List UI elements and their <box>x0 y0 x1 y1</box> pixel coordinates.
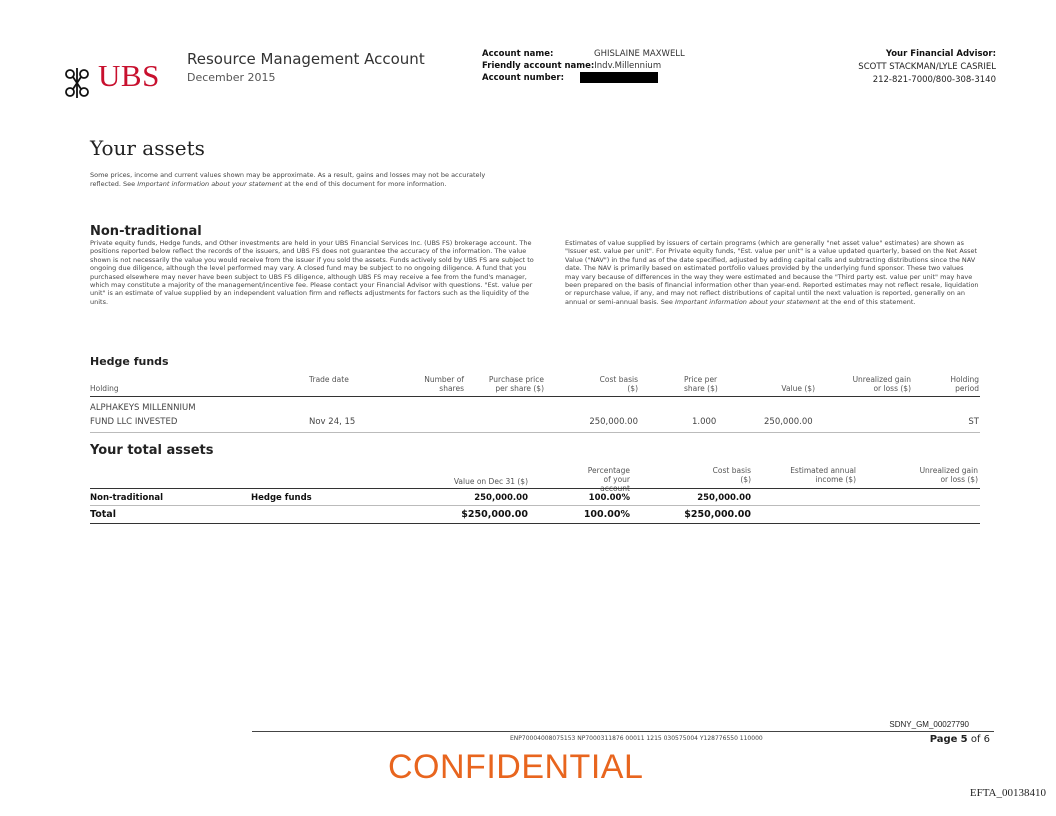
hedge-table-header-rule <box>90 396 980 397</box>
account-name-value: GHISLAINE MAXWELL <box>594 49 685 59</box>
advisor-title: Your Financial Advisor: <box>885 49 996 59</box>
right-paragraph-link: Important information about your statement <box>675 297 820 306</box>
ubs-keys-logo-icon <box>60 66 94 100</box>
holding-value: 250,000.00 <box>764 417 813 427</box>
assets-note-text-end: at the end of this document for more information. <box>282 179 447 188</box>
col-holding-period: Holding period <box>950 375 979 393</box>
col-price-per-share: Price per share ($) <box>684 375 718 393</box>
account-name-label: Account name: <box>482 49 554 59</box>
page-number <box>930 734 990 745</box>
col-purchase-price: Purchase price per share ($) <box>488 375 544 393</box>
advisor-phones: 212-821-7000/800-308-3140 <box>872 75 996 85</box>
right-paragraph-text: Estimates of value supplied by issuers of certain programs (which are generally "net asset value" estimates) are shown as "Issuer est. value per unit". For Private equity funds, "Est. value per unit" is a value updated quarterly, based on the Net Asset Value ("NAV") in the fund as of the date specified, adjusted by adding capital calls and subtracting distributions since the NAV date. The NAV is primarily based on estimated portfolio values provided by the underlying fund sponsor. These two values may vary because of differences in the way they were estimated and because the "Third party est. value per unit" may have been prepared on the basis of financial information other than year-end. Reported estimates may not reflect resale, liquidation or repurchase value, if any, and may not reflect distributions of capital until the next valuation is reported, generally on an annual or semi-annual basis. See <box>565 239 979 306</box>
holding-period: ST <box>968 417 979 427</box>
page-current: 5 <box>960 734 968 745</box>
col-total-value: Value on Dec 31 ($) <box>453 477 528 486</box>
col-total-income: Estimated annual income ($) <box>790 466 856 484</box>
col-unrealized: Unrealized gain or loss ($) <box>852 375 911 393</box>
total-row-category: Non-traditional <box>90 493 164 503</box>
col-number-of-shares: Number of shares <box>424 375 464 393</box>
page-total: of 6 <box>970 734 990 745</box>
account-number-label: Account number: <box>482 73 565 83</box>
friendly-name-label: Friendly account name: <box>482 61 595 71</box>
hedge-table-bottom-rule <box>90 432 980 433</box>
col-total-cost-basis: Cost basis ($) <box>712 466 751 484</box>
total-label: Total <box>90 509 116 520</box>
statement-title: Resource Management Account <box>187 50 425 68</box>
efta-number: EFTA_00138410 <box>969 787 1046 799</box>
total-row-cost: 250,000.00 <box>697 493 751 503</box>
total-value: $250,000.00 <box>461 509 528 520</box>
total-row-percent: 100.00% <box>588 493 630 503</box>
col-trade-date: Trade date <box>309 375 349 384</box>
non-traditional-left-paragraph: Private equity funds, Hedge funds, and Other investments are held in your UBS Financial Services Inc. (UBS FS) brokerage account. The positions reported below reflect the records of the issuers, and UBS FS does not guarantee the accuracy of the information. The value shown is not necessarily the value you would receive from the issuer if you sold the assets. Funds actively sold by UBS FS are subject to ongoing due diligence, although the level performed may vary. A closed fund may be subject to no ongoing diligence. A fund that you purchased elsewhere may never have been subject to UBS FS diligence, although UBS FS may receive a fee from the fund's manager, which may constitute a majority of the management/incentive fee. Please contact your Financial Advisor with questions. "Est. value per unit" is an estimate of value supplied by an independent valuation firm and reflects adjustments for factors such as the liquidity of the units. <box>90 239 534 306</box>
total-cost: $250,000.00 <box>684 509 751 520</box>
total-row-rule <box>90 505 980 506</box>
holding-trade-date: Nov 24, 15 <box>309 417 356 427</box>
hedge-funds-heading: Hedge funds <box>90 355 169 368</box>
financial-advisor-block <box>858 48 996 87</box>
assets-note <box>90 171 505 188</box>
right-paragraph-end: at the end of this statement. <box>819 297 916 306</box>
holding-name-line1: ALPHAKEYS MILLENNIUM <box>90 403 196 413</box>
total-row-subcategory: Hedge funds <box>251 493 312 503</box>
ubs-logo-text: UBS <box>98 58 160 93</box>
col-total-percentage: Percentage of your <box>587 466 630 484</box>
total-bottom-rule <box>90 523 980 524</box>
footer-rule <box>252 731 994 732</box>
your-assets-heading: Your assets <box>90 136 205 160</box>
assets-note-link: Important information about your statement <box>137 179 283 188</box>
account-number-redaction <box>580 72 658 83</box>
statement-period: December 2015 <box>187 71 276 84</box>
col-holding: Holding <box>90 384 119 393</box>
col-value: Value ($) <box>781 384 815 393</box>
footer-code: ENP70004008075153 NP7000311876 00011 1215 030575004 Y128776550 110000 <box>510 735 763 742</box>
non-traditional-right-paragraph <box>565 239 979 306</box>
holding-cost-basis: 250,000.00 <box>589 417 638 427</box>
total-table-header-rule <box>90 488 980 489</box>
col-cost-basis: Cost basis ($) <box>599 375 638 393</box>
holding-name-line2: FUND LLC INVESTED <box>90 417 178 427</box>
total-assets-heading: Your total assets <box>90 443 214 458</box>
total-percent: 100.00% <box>583 509 630 520</box>
holding-price: 1.000 <box>692 417 717 427</box>
total-row-value: 250,000.00 <box>474 493 528 503</box>
assets-note-text: Some prices, income and current values shown may be approximate. As a result, gains and losses may not be accurately reflected. See <box>90 171 486 188</box>
advisor-names: SCOTT STACKMAN/LYLE CASRIEL <box>858 62 996 72</box>
col-total-unrealized: Unrealized gain or loss ($) <box>919 466 978 484</box>
bates-number: SDNY_GM_00027790 <box>889 720 969 729</box>
account-info <box>482 48 685 84</box>
non-traditional-heading: Non-traditional <box>90 224 202 239</box>
friendly-name-value: Indv.Millennium <box>594 61 662 71</box>
page-label: Page <box>929 734 958 745</box>
confidential-stamp: CONFIDENTIAL <box>388 748 644 786</box>
